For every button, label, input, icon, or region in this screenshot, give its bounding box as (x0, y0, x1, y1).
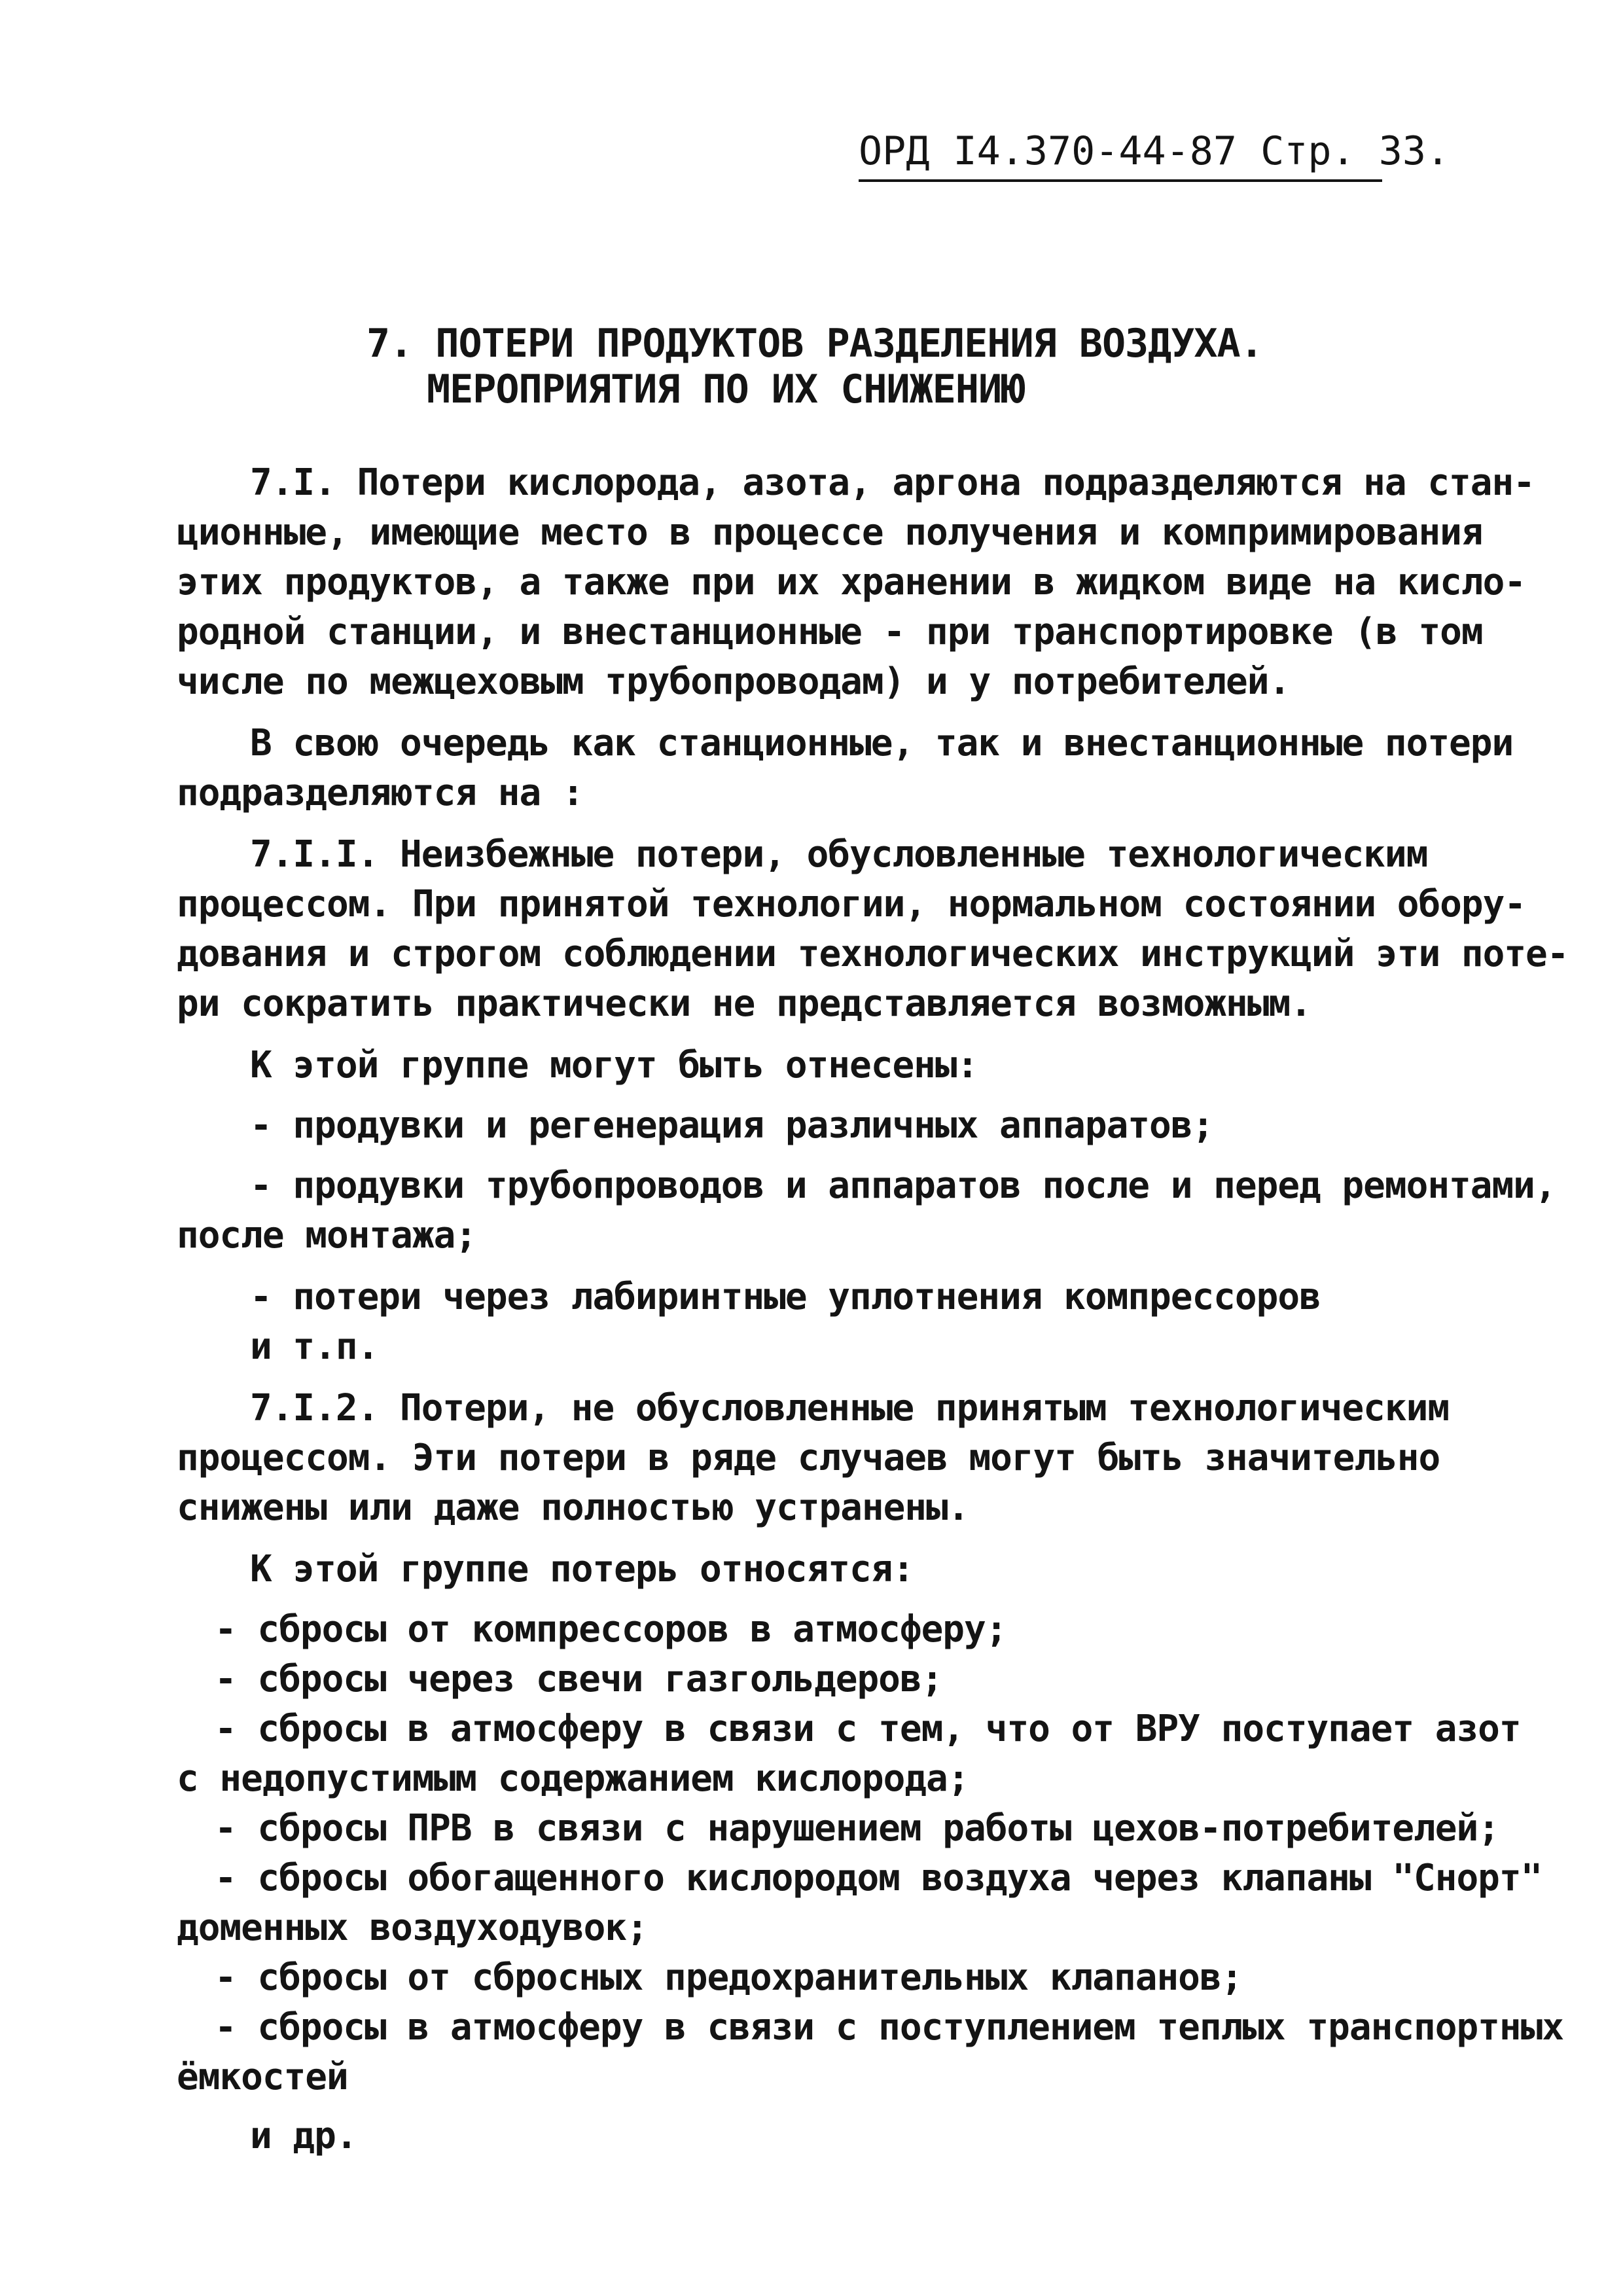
group2-item-6: - сбросы от сбросных предохранительных клапанов; (215, 1956, 1243, 1999)
p71-line-1: 7.I. Потери кислорода, азота, аргона подразделяются на стан- (250, 461, 1535, 504)
section-title-line-2: МЕРОПРИЯТИЯ ПО ИХ СНИЖЕНИЮ (427, 367, 1025, 412)
header-underline (859, 179, 1382, 182)
p71-line-3: этих продуктов, а также при их хранении в жидком виде на кисло- (177, 561, 1526, 603)
intro-line-2: подразделяются на : (177, 772, 584, 814)
group2-item-2: - сбросы через свечи газгольдеров; (215, 1658, 943, 1700)
group1-item-2-line-1: - продувки трубопроводов и аппаратов после и перед ремонтами, (250, 1164, 1556, 1207)
group2-item-7-line-2: ёмкостей (177, 2056, 348, 2098)
group2-item-3-line-2: с недопустимым содержанием кислорода; (177, 1757, 969, 1800)
group1-item-1: - продувки и регенерация различных аппаратов; (250, 1104, 1214, 1147)
document-header: ОРД I4.370-44-87 Стр. 33. (859, 128, 1450, 174)
p711-line-1: 7.I.I. Неизбежные потери, обусловленные технологическим (250, 833, 1428, 876)
group2-item-1: - сбросы от компрессоров в атмосферу; (215, 1608, 1007, 1651)
p71-line-4: родной станции, и внестанционные - при транспортировке (в том (177, 611, 1483, 653)
group1-item-3-line-1: - потери через лабиринтные уплотнения компрессоров (250, 1276, 1321, 1318)
p711-line-2: процессом. При принятой технологии, нормальном состоянии обору- (177, 883, 1526, 925)
group1-item-3-line-2: и т.п. (250, 1325, 379, 1368)
p712-line-1: 7.I.2. Потери, не обусловленные принятым технологическим (250, 1387, 1450, 1429)
p71-line-5: числе по межцеховым трубопроводам) и у потребителей. (177, 660, 1291, 703)
group2-item-3-line-1: - сбросы в атмосферу в связи с тем, что от ВРУ поступает азот (215, 1708, 1521, 1750)
p712-line-2: процессом. Эти потери в ряде случаев могут быть значительно (177, 1437, 1440, 1479)
p71-line-2: ционные, имеющие место в процессе получения и компримирования (177, 511, 1483, 554)
group2-item-5-line-1: - сбросы обогащенного кислородом воздуха через клапаны "Снорт" (215, 1857, 1543, 1899)
p711-line-4: ри сократить практически не представляется возможным. (177, 982, 1311, 1025)
group2-item-4: - сбросы ПРВ в связи с нарушением работы цехов-потребителей; (215, 1807, 1499, 1850)
group2-intro: К этой группе потерь относятся: (250, 1548, 914, 1590)
group1-intro: К этой группе могут быть отнесены: (250, 1044, 978, 1086)
group2-item-7-line-1: - сбросы в атмосферу в связи с поступлением теплых транспортных (215, 2006, 1564, 2049)
p711-line-3: дования и строгом соблюдении технологических инструкций эти поте- (177, 933, 1569, 975)
section-title-line-1: 7. ПОТЕРИ ПРОДУКТОВ РАЗДЕЛЕНИЯ ВОЗДУХА. (366, 321, 1263, 367)
p712-line-3: снижены или даже полностью устранены. (177, 1486, 969, 1529)
group1-item-2-line-2: после монтажа; (177, 1214, 477, 1257)
group2-item-5-line-2: доменных воздуходувок; (177, 1907, 648, 1949)
closing-text: и др. (250, 2115, 357, 2157)
intro-line-1: В свою очередь как станционные, так и внестанционные потери (250, 722, 1514, 764)
